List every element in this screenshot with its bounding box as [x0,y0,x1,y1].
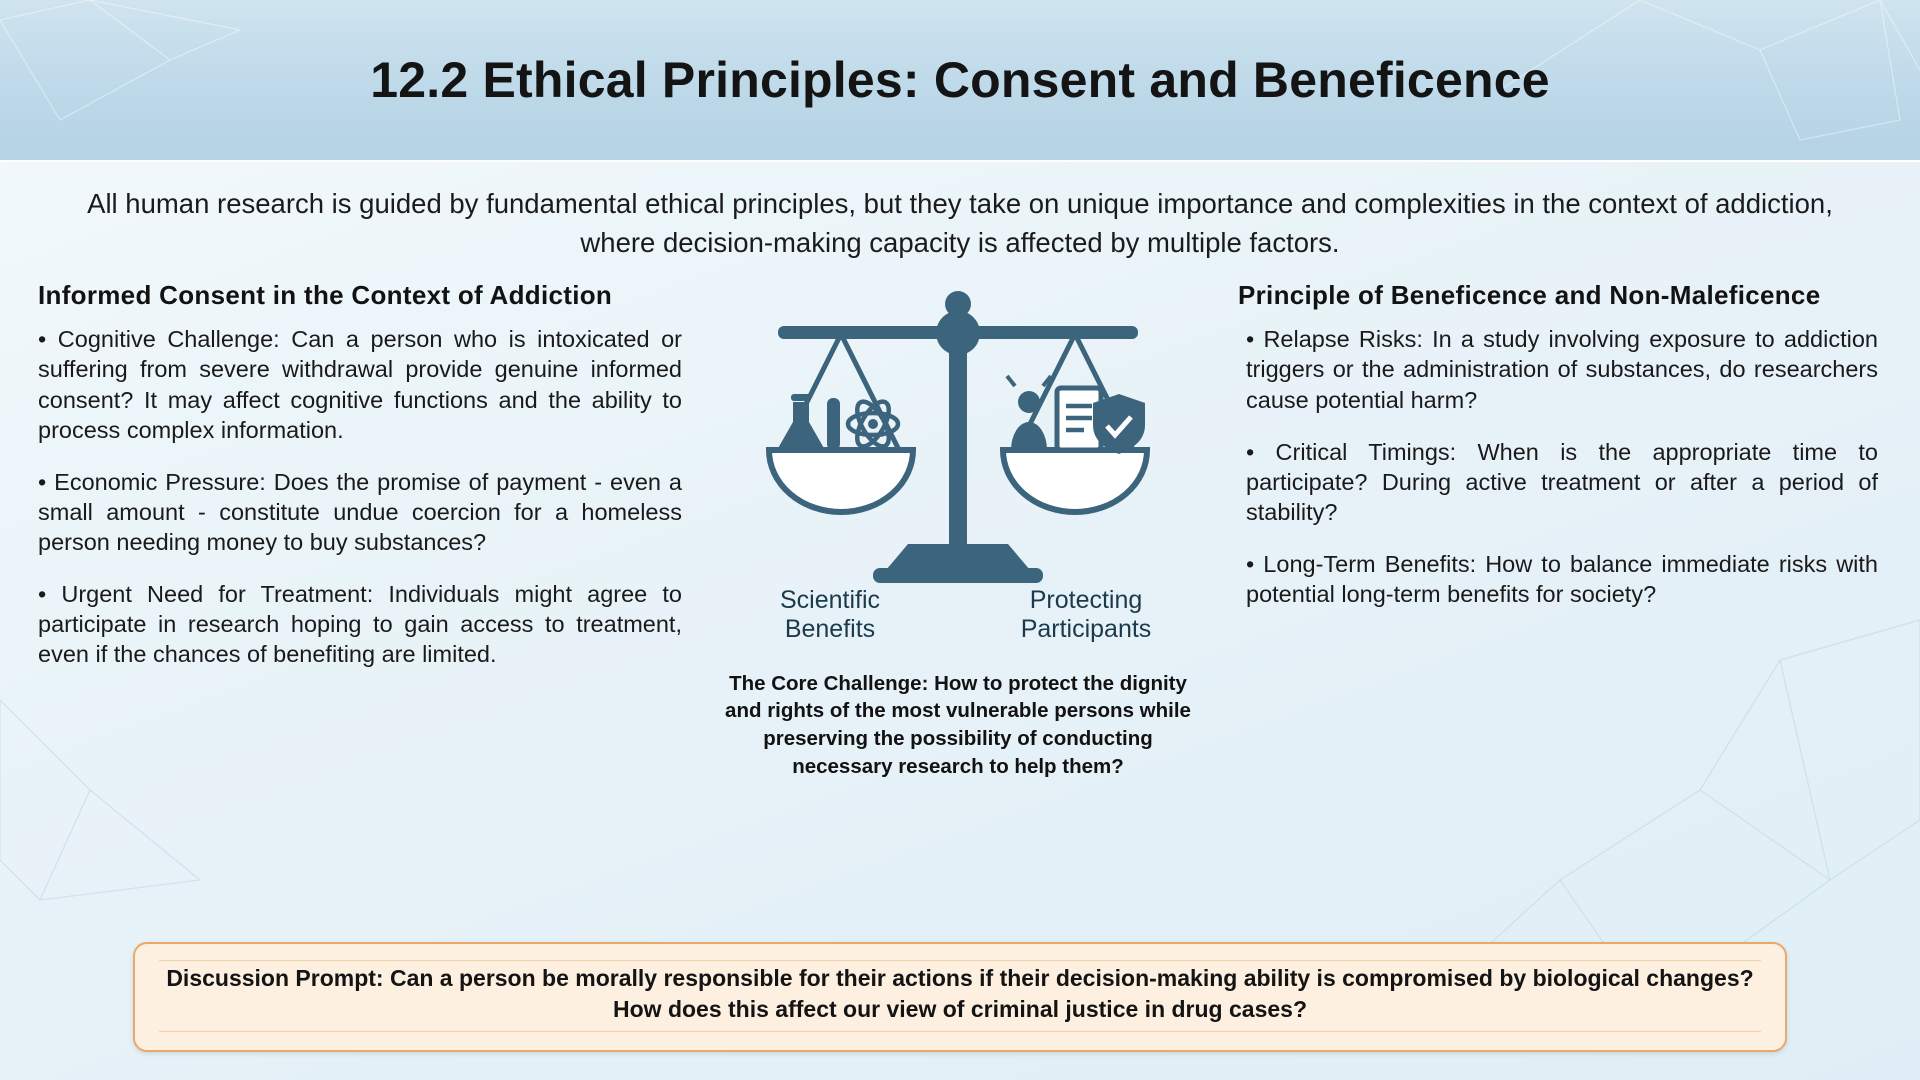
core-challenge-text: The Core Challenge: How to protect the dignity and rights of the most vulnerable persons while preserving the possibility of conducting necessary research to help them? [725,671,1191,779]
list-item: • Critical Timings: When is the appropriate time to participate? During active treatment or after a period of stability? [1246,438,1878,525]
intro-paragraph: All human research is guided by fundamental ethical principles, but they take on unique importance and complexities in the context of addiction, where decision-making capacity is affected by multiple factors. [87,188,1833,259]
scale-label-right: Protecting Participants [1020,586,1152,643]
scale-label-left: Scientific Benefits [779,586,881,643]
discussion-prompt-text: Discussion Prompt: Can a person be morally responsible for their actions if their decision-making ability is compromised by biological changes? How does this affect our view of criminal justice in drug cases? [166,965,1754,1023]
right-column-heading: Principle of Beneficence and Non-Maleficence [1238,280,1821,311]
content-columns [0,278,1920,781]
list-item: • Economic Pressure: Does the promise of payment - even a small amount - constitute undue coercion for a homeless person needing money to buy substances? [38,468,682,555]
balance-scale-icon [723,282,1193,592]
discussion-prompt-box [133,942,1787,1052]
scale-pan-labels [698,586,1218,644]
slide-header [0,0,1920,162]
page-title: 12.2 Ethical Principles: Consent and Beneficence [370,52,1550,108]
person-icon [1007,376,1051,450]
list-item: • Relapse Risks: In a study involving exposure to addiction triggers or the administration of substances, do researchers cause potential harm? [1246,326,1878,413]
flask-icon [777,394,825,450]
balance-scale-illustration [698,282,1218,592]
left-column-heading: Informed Consent in the Context of Addiction [38,280,613,311]
list-item: • Cognitive Challenge: Can a person who is intoxicated or suffering from severe withdrawal provide genuine informed consent? It may affect cognitive functions and the ability to process complex information. [38,326,682,443]
test-tube-icon [827,398,840,450]
left-column [38,278,698,781]
center-column [698,278,1218,781]
list-item: • Long-Term Benefits: How to balance immediate risks with potential long-term benefits for society? [1246,550,1878,607]
right-column [1218,278,1878,781]
list-item: • Urgent Need for Treatment: Individuals might agree to participate in research hoping to gain access to treatment, even if the chances of benefiting are limited. [38,580,682,668]
